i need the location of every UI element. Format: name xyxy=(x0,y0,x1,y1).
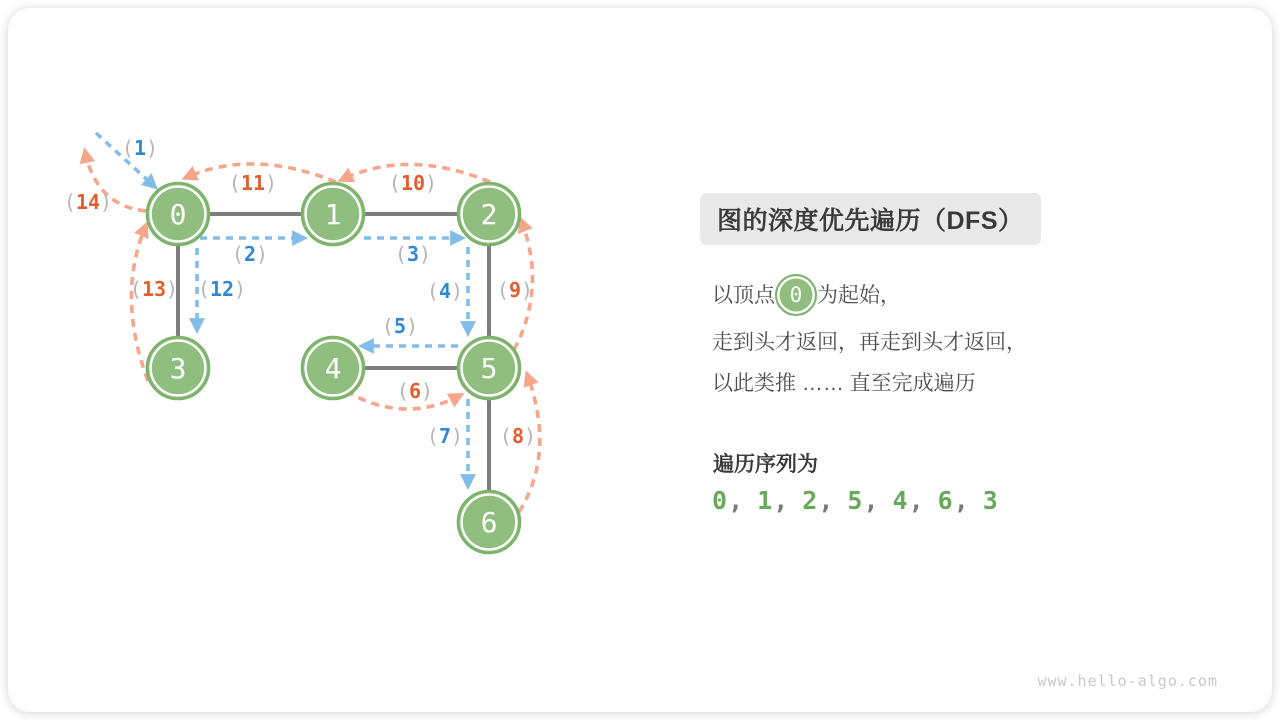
sequence-value-4: 4 xyxy=(892,486,909,515)
sequence-value-5: 6 xyxy=(937,486,954,515)
step-14-label: (14) xyxy=(63,190,113,214)
step-7-label: (7) xyxy=(426,424,464,448)
watermark: www.hello-algo.com xyxy=(1037,672,1218,690)
sequence-separator: , xyxy=(908,486,925,515)
sequence-separator: , xyxy=(863,486,880,515)
dfs-graph-diagram xyxy=(8,8,1272,712)
graph-node-0 xyxy=(147,183,209,245)
graph-node-3-label: 3 xyxy=(169,352,187,385)
step-10-label: (10) xyxy=(388,171,438,195)
step-1-label: (1) xyxy=(121,136,159,160)
step-3-label: (3) xyxy=(394,242,432,266)
sequence-value-6: 3 xyxy=(982,486,999,515)
step-5-label: (5) xyxy=(381,314,419,338)
sequence-separator: , xyxy=(728,486,745,515)
graph-node-4 xyxy=(302,337,364,399)
graph-node-2-label: 2 xyxy=(480,198,498,231)
graph-node-1-label: 1 xyxy=(324,198,342,231)
graph-node-5 xyxy=(458,337,520,399)
figure-card xyxy=(8,8,1272,712)
step-8-label: (8) xyxy=(499,424,537,448)
line1-suffix: 为起始， xyxy=(817,283,901,307)
sequence-separator: , xyxy=(773,486,790,515)
text-line-2: 走到头才返回，再走到头才返回， xyxy=(712,331,1027,354)
step-13-label: (13) xyxy=(129,277,179,301)
graph-node-1 xyxy=(302,183,364,245)
graph-node-0-label: 0 xyxy=(169,198,187,231)
text-line-3: 以此类推 …… 直至完成遍历 xyxy=(712,372,976,395)
graph-node-3 xyxy=(147,337,209,399)
sequence-value-3: 5 xyxy=(847,486,864,515)
step-9-label: (9) xyxy=(496,278,534,302)
vertex-0-chip-label: 0 xyxy=(789,282,803,307)
step-4-label: (4) xyxy=(426,279,464,303)
figure-title: 图的深度优先遍历（DFS） xyxy=(700,193,1041,245)
graph-node-2 xyxy=(458,183,520,245)
graph-node-5-label: 5 xyxy=(480,352,498,385)
sequence-value-1: 1 xyxy=(757,486,774,515)
sequence-value-2: 2 xyxy=(802,486,819,515)
step-2-label: (2) xyxy=(231,242,269,266)
sequence-separator: , xyxy=(953,486,970,515)
graph-node-6 xyxy=(458,491,520,553)
backtrack-step-13-arrow xyxy=(131,225,148,381)
sequence-value-0: 0 xyxy=(712,486,729,515)
graph-node-6-label: 6 xyxy=(480,506,498,539)
step-6-label: (6) xyxy=(396,379,434,403)
graph-node-4-label: 4 xyxy=(324,352,342,385)
sequence-label: 遍历序列为 xyxy=(713,453,818,476)
step-11-label: (11) xyxy=(228,171,278,195)
step-12-label: (12) xyxy=(197,277,247,301)
line1-prefix: 以顶点 xyxy=(712,283,775,307)
sequence-separator: , xyxy=(818,486,835,515)
